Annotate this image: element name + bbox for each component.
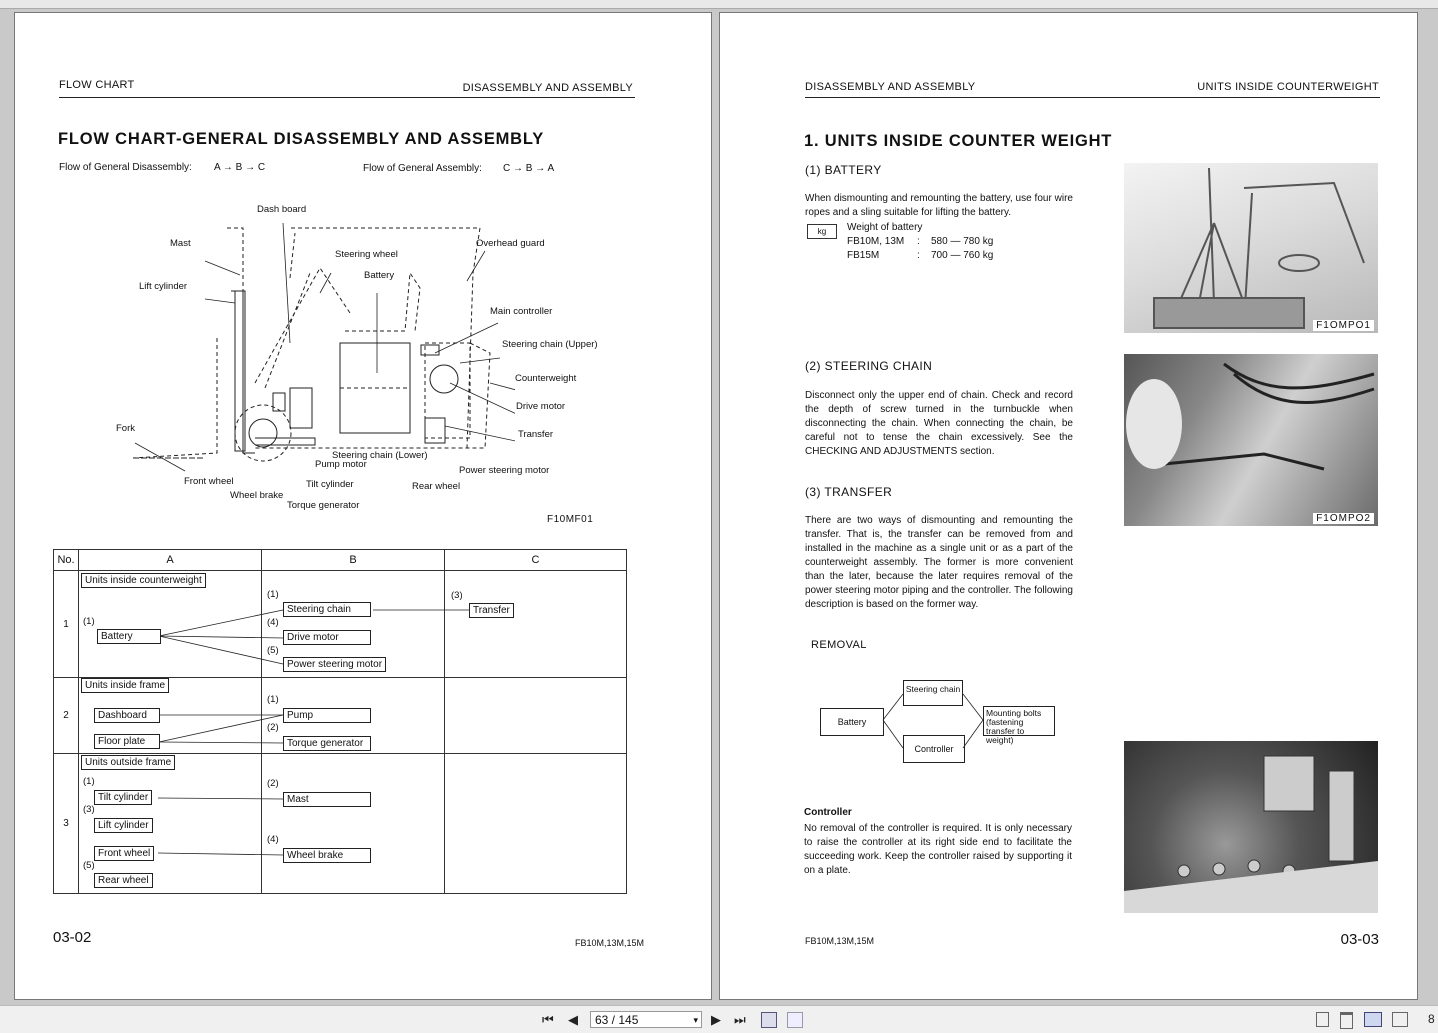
label-transfer: Transfer <box>518 429 554 440</box>
removal-box-steering-chain: Steering chain <box>903 680 963 706</box>
page-number-field[interactable] <box>590 1011 702 1028</box>
label-rear-wheel: Rear wheel <box>412 481 461 492</box>
controller-photo <box>1124 741 1378 913</box>
col-header-b: B <box>262 550 445 571</box>
weight-value-2: 700 — 760 kg <box>931 250 994 261</box>
kg-weight-icon: kg <box>807 224 837 239</box>
transfer-text: There are two ways of dismounting and remounting the transfer. That is, the transfer can be removed from and installed in the machine as a single unit or as a part of the counterweight assembly. The former is more convenient than the later, because the later requires removal of the power steering motor piping and the controller. The following description is based on the former way. <box>805 515 1073 610</box>
weight-model-1: FB10M, 13M <box>847 236 905 247</box>
label-power-steering-motor: Power steering motor <box>459 465 550 476</box>
col-header-c: C <box>445 550 627 571</box>
photo-code: F1OMPO2 <box>1313 513 1374 524</box>
label-counterweight: Counterweight <box>515 373 577 384</box>
col-header-a: A <box>79 550 262 571</box>
label-dash-board: Dash board <box>257 204 307 215</box>
unit-box-steering-chain: Steering chain <box>283 602 371 617</box>
label-torque-generator: Torque generator <box>287 500 360 511</box>
unit-box-transfer: Transfer <box>469 603 514 618</box>
removal-box-controller: Controller <box>903 735 965 763</box>
page-indicator: 63 / 145 <box>595 1013 639 1027</box>
unit-box-torque-generator: Torque generator <box>283 736 371 751</box>
page-number: 03-03 <box>1340 931 1379 948</box>
removal-box-battery: Battery <box>820 708 884 736</box>
window-top-strip <box>0 0 1438 9</box>
flow-disassembly-value: A → B → C <box>214 162 266 173</box>
page-title: FLOW CHART-GENERAL DISASSEMBLY AND ASSEMBLY <box>58 130 545 148</box>
num-label: (1) <box>83 776 95 787</box>
label-lift-cylinder: Lift cylinder <box>139 281 188 292</box>
unit-box-power-steering-motor: Power steering motor <box>283 657 386 672</box>
num-label: (1) <box>267 694 279 705</box>
next-page-button[interactable]: ▶ <box>711 1012 721 1027</box>
header-right: UNITS INSIDE COUNTERWEIGHT <box>1197 81 1379 93</box>
heading-battery: (1) BATTERY <box>805 163 882 177</box>
num-label: (2) <box>267 722 279 733</box>
controller-text: No removal of the controller is required. It is only necessary to raise the controller at its right side end to facilitate the succeeding work. Keep the controller raised by supporting it on a plate. <box>804 823 1072 876</box>
previous-page-button[interactable]: ◀ <box>568 1012 578 1027</box>
num-label: (2) <box>267 778 279 789</box>
model-footer: FB10M,13M,15M <box>805 936 875 946</box>
viewer-toolbar <box>0 1005 1438 1033</box>
page-title: 1. UNITS INSIDE COUNTER WEIGHT <box>804 132 1113 150</box>
heading-steering-chain: (2) STEERING CHAIN <box>805 359 933 373</box>
weight-sep-2: : <box>917 250 920 261</box>
header-left: DISASSEMBLY AND ASSEMBLY <box>805 81 976 93</box>
weight-label: Weight of battery <box>847 222 923 233</box>
weight-sep-1: : <box>917 236 920 247</box>
flow-connectors <box>15 13 713 913</box>
document-page-right <box>719 12 1418 1000</box>
group-label-row2: Units inside frame <box>81 678 169 693</box>
label-drive-motor: Drive motor <box>516 401 566 412</box>
label-front-wheel: Front wheel <box>184 476 234 487</box>
heading-removal: REMOVAL <box>811 639 867 651</box>
label-steering-chain-upper: Steering chain (Upper) <box>502 339 598 350</box>
num-label: (4) <box>267 617 279 628</box>
label-main-controller: Main controller <box>490 306 553 317</box>
col-header-no: No. <box>54 550 79 571</box>
steering-chain-text: Disconnect only the upper end of chain. Check and record the depth of screw turned in the turnbuckle when disconnecting the chain. When connecting the chain, be careful not to tense the chain excessively. See the CHECKING AND ADJUSTMENTS section. <box>805 390 1073 457</box>
model-footer: FB10M,13M,15M <box>575 938 645 948</box>
label-pump-motor: Pump motor <box>315 459 367 470</box>
rotate-page-icon[interactable] <box>761 1012 777 1028</box>
continuous-view-icon[interactable] <box>1340 1012 1353 1029</box>
label-wheel-brake: Wheel brake <box>230 490 284 501</box>
battery-text: When dismounting and remounting the battery, use four wire ropes and a sling suitable for lifting the battery. <box>805 193 1073 218</box>
unit-box-wheel-brake: Wheel brake <box>283 848 371 863</box>
page-number: 03-02 <box>53 929 92 946</box>
photo-code: F1OMPO1 <box>1313 320 1374 331</box>
num-label: (4) <box>267 834 279 845</box>
document-page-left <box>14 12 712 1000</box>
group-label-row3: Units outside frame <box>81 755 175 770</box>
label-tilt-cylinder: Tilt cylinder <box>306 479 354 490</box>
chevron-down-icon[interactable]: ▾ <box>693 1015 698 1025</box>
label-battery: Battery <box>364 270 395 281</box>
heading-controller: Controller <box>804 807 852 818</box>
removal-box-mounting-bolts: Mounting bolts (fastening transfer to weight) <box>983 706 1055 736</box>
weight-model-2: FB15M <box>847 250 880 261</box>
diagram-code: F10MF01 <box>547 514 594 525</box>
num-label: (3) <box>451 590 463 601</box>
weight-value-1: 580 — 780 kg <box>931 236 994 247</box>
last-page-button[interactable]: ⏭ <box>734 1012 746 1027</box>
num-label: (3) <box>83 804 95 815</box>
heading-transfer: (3) TRANSFER <box>805 485 893 499</box>
unit-box-drive-motor: Drive motor <box>283 630 371 645</box>
unit-box-mast: Mast <box>283 792 371 807</box>
removal-flow-lines <box>720 13 1419 813</box>
flow-assembly-label: Flow of General Assembly: <box>363 163 482 174</box>
flow-disassembly-label: Flow of General Disassembly: <box>59 162 192 173</box>
zoom-partial: 8 <box>1428 1012 1435 1026</box>
num-label: (1) <box>83 616 95 627</box>
num-label: (5) <box>267 645 279 656</box>
num-label: (5) <box>83 860 95 871</box>
label-mast: Mast <box>170 238 191 249</box>
num-label: (1) <box>267 589 279 600</box>
unit-box-pump: Pump <box>283 708 371 723</box>
unit-box-battery: Battery <box>97 629 161 644</box>
row-no: 1 <box>54 571 79 678</box>
first-page-button[interactable]: ⏮ <box>542 1012 554 1027</box>
flow-assembly-value: C → B → A <box>503 163 555 174</box>
label-steering-chain-lower: Steering chain (Lower) <box>332 450 428 461</box>
header-right: DISASSEMBLY AND ASSEMBLY <box>462 82 633 94</box>
unit-box-lift-cylinder: Lift cylinder <box>94 818 153 833</box>
header-left: FLOW CHART <box>59 79 135 91</box>
continuous-facing-view-icon[interactable] <box>1392 1012 1408 1027</box>
row-no: 3 <box>54 754 79 894</box>
unit-box-tilt-cylinder: Tilt cylinder <box>94 790 152 805</box>
unit-box-rear-wheel: Rear wheel <box>94 873 153 888</box>
group-label-row1: Units inside counterweight <box>81 573 206 588</box>
label-fork: Fork <box>116 423 135 434</box>
single-page-view-icon[interactable] <box>1316 1012 1329 1027</box>
label-steering-wheel: Steering wheel <box>335 249 398 260</box>
facing-pages-view-icon[interactable] <box>1364 1012 1382 1027</box>
unit-box-floor-plate: Floor plate <box>94 734 160 749</box>
unit-box-front-wheel: Front wheel <box>94 846 154 861</box>
unit-box-dashboard: Dashboard <box>94 708 160 723</box>
copy-page-icon[interactable] <box>787 1012 803 1028</box>
label-overhead-guard: Overhead guard <box>476 238 545 249</box>
row-no: 2 <box>54 678 79 754</box>
